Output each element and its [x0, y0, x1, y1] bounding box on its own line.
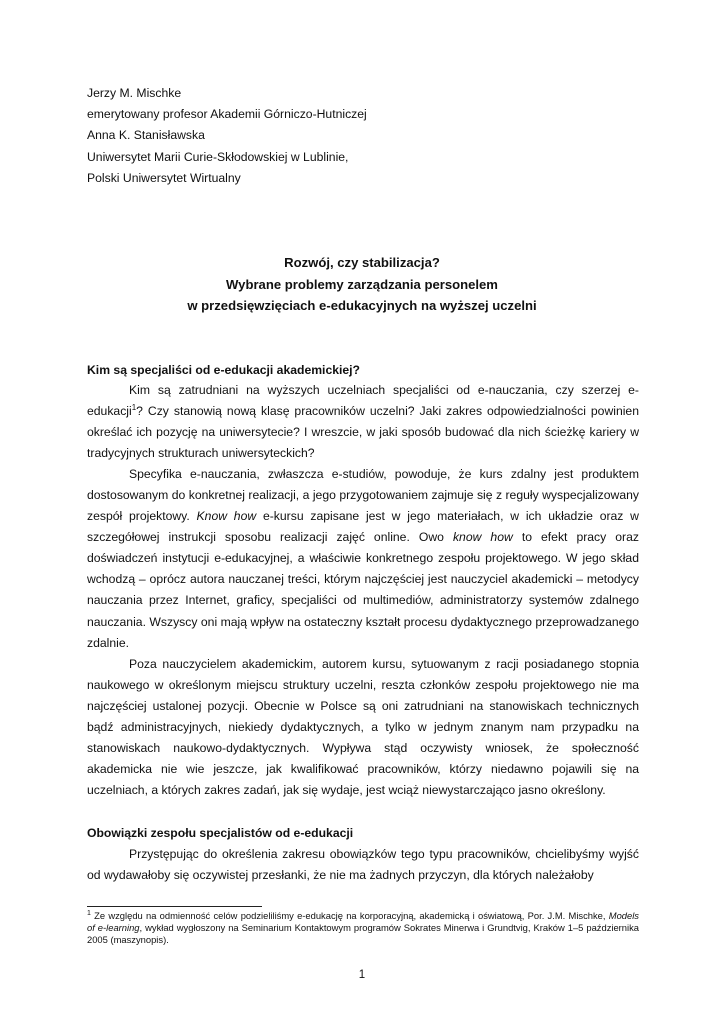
- title-line-3: w przedsięwzięciach e-edukacyjnych na wyższej uczelni: [187, 298, 537, 314]
- italic-term: Know how: [196, 509, 257, 524]
- paragraph-text: Kim są zatrudniani na wyższych uczelniach specjaliści od e-nauczania, czy szerzej e-edukacji: [87, 383, 639, 419]
- author-block: [87, 83, 367, 189]
- footnote-marker: 1: [87, 910, 91, 917]
- paragraph: [87, 464, 639, 653]
- footnote-text: , wykład wygłoszony na Seminarium Kontaktowym programów Sokrates Minerwa i Grundtvig, Kraków 1–5 października 2005 (maszynopis).: [87, 922, 640, 946]
- title-line-1: Rozwój, czy stabilizacja?: [284, 255, 440, 270]
- paragraph: [87, 380, 639, 464]
- document-title: [60, 252, 664, 317]
- paragraph: Poza nauczycielem akademickim, autorem kursu, sytuowanym z racji posiadanego stopnia naukowego w określonym miejscu struktury uczelni, reszta członków zespołu projektowego nie ma najczęściej ustalonej pozycji. Obecnie w Polsce są oni zatrudniani na stanowiskach technicznych bądź administracyjnych, niekiedy dydaktycznych, a tylko w jednym znanym nam przypadku na stanowiskach naukowo-dydaktycznych. Wypływa stąd oczywisty wniosek, że społeczność akademicka nie wie jeszcze, jak kwalifikować pracowników, którzy niedawno pojawili się na uczelniach, a których zakres zadań, jak się wydaje, jest wciąż niewystarczająco jasno określony.: [87, 656, 639, 797]
- paragraph-text: to efekt pracy oraz doświadczeń instytucji e-edukacyjnej, a właściwie konkretnego zespołu projektowego. W jego skład wchodzą – oprócz autora nauczanej treści, którym najczęściej jest nauczyciel akademicki – metodycy nauczania przez Internet, graficy, specjaliści od multimediów, administratorzy systemów zdalnego nauczania. Wszyscy oni mają wpływ na ostateczny kształt procesu dydaktycznego przeprowadzanego zdalnie.: [87, 530, 639, 650]
- section-heading-2: Obowiązki zespołu specjalistów od e-edukacji: [87, 826, 354, 840]
- footnote-italic-title: Models of e-learning: [87, 910, 639, 934]
- paragraph-text: e-kursu zapisane jest w jego materiałach, w ich układzie oraz w szczegółowej instrukcji sposobu realizacji zajęć online. Owo: [87, 509, 639, 545]
- author-affiliation-1: emerytowany profesor Akademii Górniczo-Hutniczej: [87, 107, 367, 122]
- footnote-text: Ze względu na odmienność celów podzieliliśmy e-edukację na korporacyjną, akademicką i oświatową, Por. J.M. Mischke,: [90, 910, 609, 921]
- paragraph-text: Specyfika e-nauczania, zwłaszcza e-studiów, powoduje, że kurs zdalny jest produktem dostosowanym do konkretnej realizacji, a jego przygotowaniem zajmuje się z reguły wyspecjalizowany zespół projektowy.: [87, 467, 639, 524]
- footnote: [87, 910, 639, 947]
- title-line-2: Wybrane problemy zarządzania personelem: [226, 276, 498, 292]
- footnote-separator: [87, 906, 262, 907]
- section-1-body: [87, 380, 639, 801]
- paragraph-text: ? Czy stanowią nową klasę pracowników uczelni? Jaki zakres odpowiedzialności powinien określać ich pozycję na uniwersytecie? I wreszcie, w jaki sposób budować dla nich ścieżkę kariery w tradycyjnych strukturach uniwersyteckich?: [87, 404, 639, 461]
- section-heading-1: Kim są specjaliści od e-edukacji akademickiej?: [87, 363, 360, 377]
- paragraph: Przystępując do określenia zakresu obowiązków tego typu pracowników, chcielibyśmy wyjść od wydawałoby się oczywistej przesłanki, że nie ma żadnych przyczyn, dla których należałoby: [87, 847, 639, 883]
- author-affiliation-2: Uniwersytet Marii Curie-Skłodowskiej w Lublinie,: [87, 149, 349, 164]
- page-number: 1: [358, 969, 366, 981]
- author-name-2: Anna K. Stanisławska: [87, 128, 205, 143]
- footnote-ref: 1: [131, 403, 137, 413]
- italic-term: know how: [452, 530, 513, 545]
- author-name-1: Jerzy M. Mischke: [87, 86, 182, 100]
- section-2-body: [87, 844, 639, 886]
- author-affiliation-3: Polski Uniwersytet Wirtualny: [87, 170, 241, 185]
